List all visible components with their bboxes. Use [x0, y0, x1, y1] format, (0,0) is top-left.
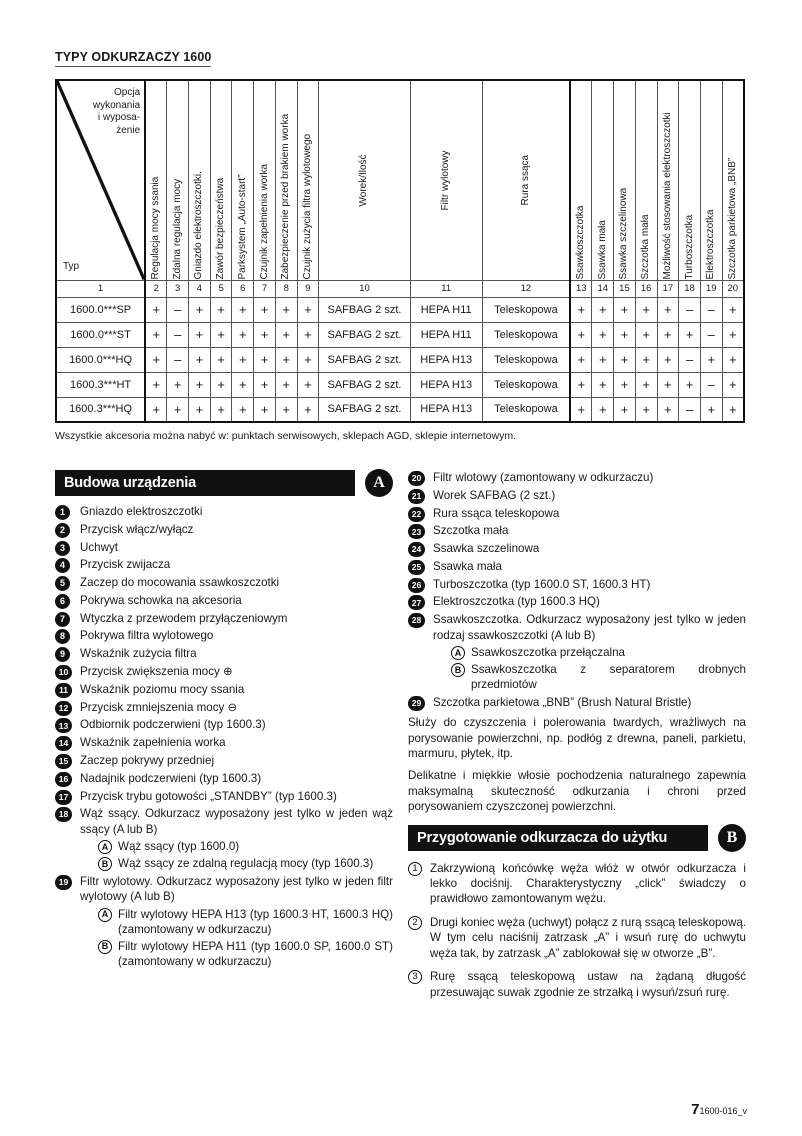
- row-cell: Teleskopowa: [482, 322, 570, 347]
- sub-list-item: [451, 662, 746, 692]
- sub-item-label: Wąż ssący ze zdalną regulacją mocy (typ 1600.3): [118, 857, 374, 871]
- list-item: [55, 504, 393, 520]
- item-number: 20: [408, 471, 425, 486]
- row-cell: +: [635, 372, 657, 397]
- row-cell: +: [592, 372, 614, 397]
- item-label: Worek SAFBAG (2 szt.): [433, 488, 556, 502]
- row-cell: +: [232, 372, 254, 397]
- accessories-note: Wszystkie akcesoria można nabyć w: punktach serwisowych, sklepach AGD, sklepie internetowym.: [55, 430, 517, 442]
- list-item: [55, 593, 393, 609]
- row-cell: SAFBAG 2 szt.: [319, 322, 410, 347]
- row-cell: +: [657, 372, 679, 397]
- row-cell: +: [275, 372, 297, 397]
- num-cell-8: 8: [275, 280, 297, 297]
- row-cell: +: [592, 397, 614, 422]
- row-cell: Teleskopowa: [482, 347, 570, 372]
- row-cell: +: [232, 322, 254, 347]
- num-cell-19: 19: [700, 280, 722, 297]
- row-cell: SAFBAG 2 szt.: [319, 397, 410, 422]
- col-header-4: Zawór bezpieczeństwa: [210, 80, 232, 280]
- section-header-przygotowanie: [408, 825, 746, 853]
- list-item: [55, 611, 393, 627]
- corner-top-label: Opcja wykonania i wyposa- żenie: [92, 87, 141, 136]
- table-row: [56, 372, 744, 397]
- row-cell: +: [297, 347, 319, 372]
- row-type: 1600.0***HQ: [56, 347, 145, 372]
- list-item: [55, 717, 393, 733]
- specification-table-wrapper: [55, 79, 745, 423]
- item-number: 17: [55, 790, 72, 805]
- col-header-16: Możliwość stosowania elektroszczotki: [657, 80, 679, 280]
- row-cell: +: [254, 372, 276, 397]
- row-cell: +: [614, 347, 636, 372]
- row-type: 1600.0***ST: [56, 322, 145, 347]
- item-label: Rura ssąca teleskopowa: [433, 506, 560, 520]
- row-cell: +: [254, 397, 276, 422]
- row-cell: –: [167, 347, 189, 372]
- row-cell: +: [189, 397, 211, 422]
- item-label: Wskaźnik zużycia filtra: [80, 647, 197, 661]
- item-label: Wąż ssący. Odkurzacz wyposażony jest tylko w jeden wąż ssący (A lub B): [80, 807, 393, 836]
- footer-code: 1600-016_v: [699, 1106, 747, 1116]
- sub-list: [80, 907, 393, 969]
- item-label: Filtr wlotowy (zamontowany w odkurzaczu): [433, 471, 654, 484]
- row-cell: +: [722, 372, 744, 397]
- item-label: Ssawka szczelinowa: [433, 542, 540, 556]
- item-label: Przycisk trybu gotowości „STANDBY” (typ 1600.3): [80, 789, 337, 803]
- item-label: Wskaźnik zapełnienia worka: [80, 736, 226, 750]
- item-number: 18: [55, 807, 72, 822]
- sub-list: [80, 839, 393, 871]
- num-cell-9: 9: [297, 280, 319, 297]
- item-label: Zaczep do mocowania ssawkoszczotki: [80, 576, 280, 590]
- sub-item-letter: B: [98, 857, 112, 871]
- list-item: [408, 594, 746, 610]
- row-cell: HEPA H11: [410, 297, 482, 322]
- row-cell: +: [210, 297, 232, 322]
- num-cell-12: 12: [482, 280, 570, 297]
- item-number: 19: [55, 875, 72, 890]
- step-label: Rurę ssącą teleskopową ustaw na żądaną długość przesuwając suwak zgodnie ze strzałką i wysuń/zsuń rurę.: [430, 970, 746, 999]
- col-header-8: Czujnik zużycia filtra wylotowego: [297, 80, 319, 280]
- table-number-row: [56, 280, 744, 297]
- num-cell-17: 17: [657, 280, 679, 297]
- list-item: [408, 506, 746, 522]
- section-badge-a: A: [365, 469, 393, 497]
- list-item: [55, 575, 393, 591]
- row-cell: +: [145, 397, 167, 422]
- steps-list: [408, 861, 746, 1000]
- row-cell: +: [592, 297, 614, 322]
- item-label: Przycisk włącz/wyłącz: [80, 522, 194, 536]
- list-item: [408, 559, 746, 575]
- row-cell: –: [167, 322, 189, 347]
- item-label: Zaczep pokrywy przedniej: [80, 753, 215, 767]
- col-header-1: Regulacja mocy ssania: [145, 80, 167, 280]
- list-item: [408, 523, 746, 539]
- item-label: Uchwyt: [80, 540, 119, 554]
- step-item: [408, 861, 746, 907]
- col-header-18: Elektroszczotka: [700, 80, 722, 280]
- num-cell-5: 5: [210, 280, 232, 297]
- item-label: Wtyczka z przewodem przyłączeniowym: [80, 611, 288, 625]
- row-cell: +: [167, 397, 189, 422]
- item-label: Przycisk zwiększenia mocy ⊕: [80, 665, 233, 679]
- list-item: [55, 522, 393, 538]
- row-cell: +: [145, 347, 167, 372]
- item-number: 16: [55, 772, 72, 787]
- col-header-6: Czujnik zapełnienia worka: [254, 80, 276, 280]
- table-header-row: [56, 80, 744, 280]
- item-number: 3: [55, 541, 70, 556]
- list-item: [55, 789, 393, 805]
- row-cell: +: [254, 347, 276, 372]
- item-number: 2: [55, 523, 70, 538]
- row-cell: +: [592, 347, 614, 372]
- sub-item-label: Ssawkoszczotka z separatorem drobnych przedmiotów: [471, 663, 746, 692]
- row-cell: +: [297, 372, 319, 397]
- list-item: [55, 646, 393, 662]
- item-label: Turboszczotka (typ 1600.0 ST, 1600.3 HT): [433, 577, 651, 591]
- sub-item-letter: A: [451, 646, 465, 660]
- row-type: 1600.3***HQ: [56, 397, 145, 422]
- sub-list-item: [451, 645, 746, 660]
- specification-table: [55, 79, 745, 423]
- row-cell: +: [189, 322, 211, 347]
- item-label: Wskaźnik poziomu mocy ssania: [80, 682, 245, 696]
- row-cell: +: [570, 372, 592, 397]
- col-header-12: Ssawkoszczotka: [570, 80, 592, 280]
- row-cell: +: [232, 297, 254, 322]
- list-item: [408, 695, 746, 711]
- num-cell-2: 2: [145, 280, 167, 297]
- row-cell: +: [722, 347, 744, 372]
- sub-list-item: [98, 856, 393, 871]
- item-label: Pokrywa filtra wylotowego: [80, 629, 214, 643]
- col-header-5: Parksystem „Auto-start”: [232, 80, 254, 280]
- item-label: Gniazdo elektroszczotki: [80, 505, 203, 518]
- row-cell: +: [210, 347, 232, 372]
- row-cell: +: [275, 347, 297, 372]
- row-cell: +: [145, 372, 167, 397]
- item-number: 24: [408, 542, 425, 557]
- table-corner-cell: [56, 80, 145, 280]
- row-cell: +: [570, 322, 592, 347]
- step-number: 1: [408, 862, 422, 876]
- section-title-text: Budowa urządzenia: [64, 475, 196, 491]
- row-cell: HEPA H13: [410, 347, 482, 372]
- sub-item-letter: A: [98, 840, 112, 854]
- num-cell-13: 13: [570, 280, 592, 297]
- item-number: 1: [55, 505, 70, 520]
- row-cell: +: [275, 322, 297, 347]
- list-item: [55, 557, 393, 573]
- paragraph-bnb-bristle: Delikatne i miękkie włosie pochodzenia naturalnego zapewnia maksymalną skuteczność odkurzania i chroni przed porysowaniem czyszczonej powierzchni.: [408, 769, 746, 814]
- item-number: 7: [55, 612, 70, 627]
- row-cell: +: [297, 397, 319, 422]
- item-number: 29: [408, 696, 425, 711]
- row-cell: +: [254, 322, 276, 347]
- item-number: 6: [55, 594, 70, 609]
- list-item: [55, 753, 393, 769]
- row-cell: +: [275, 297, 297, 322]
- item-number: 25: [408, 560, 425, 575]
- step-label: Zakrzywioną końcówkę węża włóż w otwór odkurzacza i lekko dociśnij. Charakterystyczny „click” świadczy o prawidłowo zamontowanym wężu.: [430, 861, 746, 906]
- row-cell: –: [679, 347, 701, 372]
- list-item: [408, 577, 746, 593]
- row-cell: +: [657, 347, 679, 372]
- item-label: Filtr wylotowy. Odkurzacz wyposażony jest tylko w jeden filtr wylotowy (A lub B): [80, 874, 393, 904]
- row-cell: +: [635, 297, 657, 322]
- col-header-10: Filtr wylotowy: [410, 80, 482, 280]
- list-item: [408, 488, 746, 504]
- item-number: 8: [55, 629, 70, 644]
- row-cell: +: [657, 297, 679, 322]
- row-cell: +: [657, 397, 679, 422]
- item-label: Szczotka parkietowa „BNB” (Brush Natural Bristle): [433, 695, 692, 709]
- col-header-13: Ssawka mała: [592, 80, 614, 280]
- list-item: [408, 541, 746, 557]
- list-item: [55, 735, 393, 751]
- col-header-7: Zabezpieczenie przed brakiem worka: [275, 80, 297, 280]
- row-cell: –: [167, 297, 189, 322]
- row-cell: –: [700, 297, 722, 322]
- step-number: 3: [408, 970, 422, 984]
- item-number: 14: [55, 736, 72, 751]
- right-column: [408, 470, 746, 1008]
- section-badge-b: B: [718, 824, 746, 852]
- sub-item-label: Filtr wylotowy HEPA H13 (typ 1600.3 HT, 1600.3 HQ) (zamontowany w odkurzaczu): [118, 907, 393, 936]
- row-type: 1600.3***HT: [56, 372, 145, 397]
- num-cell-1: 1: [56, 280, 145, 297]
- table-row: [56, 397, 744, 422]
- step-number: 2: [408, 916, 422, 930]
- row-cell: +: [722, 397, 744, 422]
- item-number: 5: [55, 576, 70, 591]
- item-label: Przycisk zmniejszenia mocy ⊖: [80, 700, 238, 714]
- col-header-2: Zdalna regulacja mocy: [167, 80, 189, 280]
- sub-list: [433, 645, 746, 692]
- sub-list-item: [98, 839, 393, 854]
- list-item: [55, 771, 393, 787]
- col-header-3: Gniazdo elektroszczotki.: [189, 80, 211, 280]
- parts-list-right: [408, 470, 746, 710]
- item-number: 9: [55, 647, 70, 662]
- row-cell: +: [679, 322, 701, 347]
- list-item: [55, 628, 393, 644]
- item-number: 12: [55, 701, 72, 716]
- item-number: 27: [408, 595, 425, 610]
- row-cell: –: [700, 322, 722, 347]
- item-label: Odbiornik podczerwieni (typ 1600.3): [80, 718, 266, 732]
- row-type: 1600.0***SP: [56, 297, 145, 322]
- item-label: Ssawkoszczotka. Odkurzacz wyposażony jest tylko w jeden rodzaj ssawkoszczotki (A lub B): [433, 613, 746, 642]
- row-cell: +: [167, 372, 189, 397]
- item-label: Elektroszczotka (typ 1600.3 HQ): [433, 595, 600, 609]
- col-header-9: Worek/Ilość: [319, 80, 410, 280]
- table-row: [56, 297, 744, 322]
- sub-list-item: [98, 939, 393, 969]
- row-cell: SAFBAG 2 szt.: [319, 347, 410, 372]
- row-cell: +: [254, 297, 276, 322]
- row-cell: Teleskopowa: [482, 372, 570, 397]
- item-label: Przycisk zwijacza: [80, 558, 171, 572]
- row-cell: +: [635, 347, 657, 372]
- sub-item-label: Wąż ssący (typ 1600.0): [118, 840, 240, 854]
- list-item: [55, 682, 393, 698]
- page-number: 7: [691, 1101, 700, 1118]
- item-number: 23: [408, 524, 425, 539]
- list-item: [55, 540, 393, 556]
- col-header-11: Rura ssąca: [482, 80, 570, 280]
- row-cell: +: [614, 397, 636, 422]
- row-cell: HEPA H11: [410, 322, 482, 347]
- num-cell-16: 16: [635, 280, 657, 297]
- num-cell-15: 15: [614, 280, 636, 297]
- row-cell: HEPA H13: [410, 397, 482, 422]
- item-number: 21: [408, 489, 425, 504]
- step-item: [408, 915, 746, 961]
- paragraph-bnb-usage: Służy do czyszczenia i polerowania twardych, wrażliwych na porysowanie powierzchni, np. podłóg z drewna, paneli, parkietu, marmuru, płytek, itp.: [408, 716, 746, 761]
- item-label: Ssawka mała: [433, 559, 502, 573]
- table-row: [56, 347, 744, 372]
- col-header-15: Szczotka mała: [635, 80, 657, 280]
- sub-item-letter: B: [98, 940, 112, 954]
- step-item: [408, 969, 746, 1000]
- num-cell-10: 10: [319, 280, 410, 297]
- row-cell: +: [679, 372, 701, 397]
- section-header-budowa: [55, 470, 393, 498]
- col-header-14: Ssawka szczelinowa: [614, 80, 636, 280]
- row-cell: +: [275, 397, 297, 422]
- row-cell: +: [570, 397, 592, 422]
- row-cell: +: [722, 322, 744, 347]
- num-cell-11: 11: [410, 280, 482, 297]
- num-cell-18: 18: [679, 280, 701, 297]
- num-cell-6: 6: [232, 280, 254, 297]
- row-cell: +: [592, 322, 614, 347]
- row-cell: +: [189, 372, 211, 397]
- sub-item-label: Filtr wylotowy HEPA H11 (typ 1600.0 SP, 1600.0 ST) (zamontowany w odkurzaczu): [118, 939, 393, 968]
- item-label: Szczotka mała: [433, 524, 509, 538]
- row-cell: +: [145, 322, 167, 347]
- parts-list-left: [55, 504, 393, 969]
- row-cell: +: [189, 347, 211, 372]
- row-cell: +: [210, 322, 232, 347]
- row-cell: –: [679, 397, 701, 422]
- sub-list-item: [98, 907, 393, 937]
- section-title-text: Przygotowanie odkurzacza do użytku: [417, 829, 668, 846]
- item-number: 13: [55, 718, 72, 733]
- page-footer: [691, 1101, 747, 1118]
- row-cell: –: [700, 372, 722, 397]
- section-title-bar: [408, 825, 708, 851]
- row-cell: SAFBAG 2 szt.: [319, 297, 410, 322]
- row-cell: +: [210, 372, 232, 397]
- row-cell: +: [297, 322, 319, 347]
- row-cell: +: [570, 297, 592, 322]
- page-title: TYPY ODKURZACZY 1600: [55, 50, 211, 67]
- row-cell: +: [657, 322, 679, 347]
- row-cell: +: [614, 322, 636, 347]
- row-cell: HEPA H13: [410, 372, 482, 397]
- section-title-bar: [55, 470, 355, 496]
- sub-item-letter: B: [451, 663, 465, 677]
- row-cell: +: [614, 297, 636, 322]
- list-item: [55, 806, 393, 871]
- num-cell-4: 4: [189, 280, 211, 297]
- row-cell: –: [679, 297, 701, 322]
- row-cell: +: [232, 347, 254, 372]
- num-cell-14: 14: [592, 280, 614, 297]
- row-cell: SAFBAG 2 szt.: [319, 372, 410, 397]
- list-item: [55, 874, 393, 969]
- item-number: 11: [55, 683, 72, 698]
- row-cell: +: [700, 397, 722, 422]
- row-cell: +: [700, 347, 722, 372]
- left-column: [55, 470, 393, 971]
- item-number: 10: [55, 665, 72, 680]
- item-label: Nadajnik podczerwieni (typ 1600.3): [80, 771, 262, 785]
- item-number: 28: [408, 613, 425, 628]
- sub-item-label: Ssawkoszczotka przełączalna: [471, 646, 626, 660]
- item-label: Pokrywa schowka na akcesoria: [80, 593, 242, 607]
- list-item: [55, 664, 393, 680]
- step-label: Drugi koniec węża (uchwyt) połącz z rurą ssącą teleskopową. W tym celu naciśnij zatrzask „A” i wsuń rurę do uchwytu węża tak, by zatrzask „A” zablokował się w otworze „B”.: [430, 915, 746, 960]
- sub-item-letter: A: [98, 908, 112, 922]
- table-row: [56, 322, 744, 347]
- row-cell: +: [614, 372, 636, 397]
- row-cell: +: [297, 297, 319, 322]
- row-cell: Teleskopowa: [482, 397, 570, 422]
- list-item: [408, 470, 746, 486]
- corner-bottom-label: Typ: [63, 260, 80, 272]
- row-cell: Teleskopowa: [482, 297, 570, 322]
- row-cell: +: [189, 297, 211, 322]
- row-cell: +: [210, 397, 232, 422]
- row-cell: +: [570, 347, 592, 372]
- row-cell: +: [722, 297, 744, 322]
- row-cell: +: [145, 297, 167, 322]
- num-cell-3: 3: [167, 280, 189, 297]
- row-cell: +: [635, 322, 657, 347]
- row-cell: +: [635, 397, 657, 422]
- item-number: 15: [55, 754, 72, 769]
- item-number: 22: [408, 507, 425, 522]
- num-cell-20: 20: [722, 280, 744, 297]
- list-item: [408, 612, 746, 692]
- list-item: [55, 700, 393, 716]
- col-header-19: Szczotka parkietowa „BNB”: [722, 80, 744, 280]
- item-number: 26: [408, 578, 425, 593]
- row-cell: +: [232, 397, 254, 422]
- item-number: 4: [55, 558, 70, 573]
- num-cell-7: 7: [254, 280, 276, 297]
- col-header-17: Turboszczotka: [679, 80, 701, 280]
